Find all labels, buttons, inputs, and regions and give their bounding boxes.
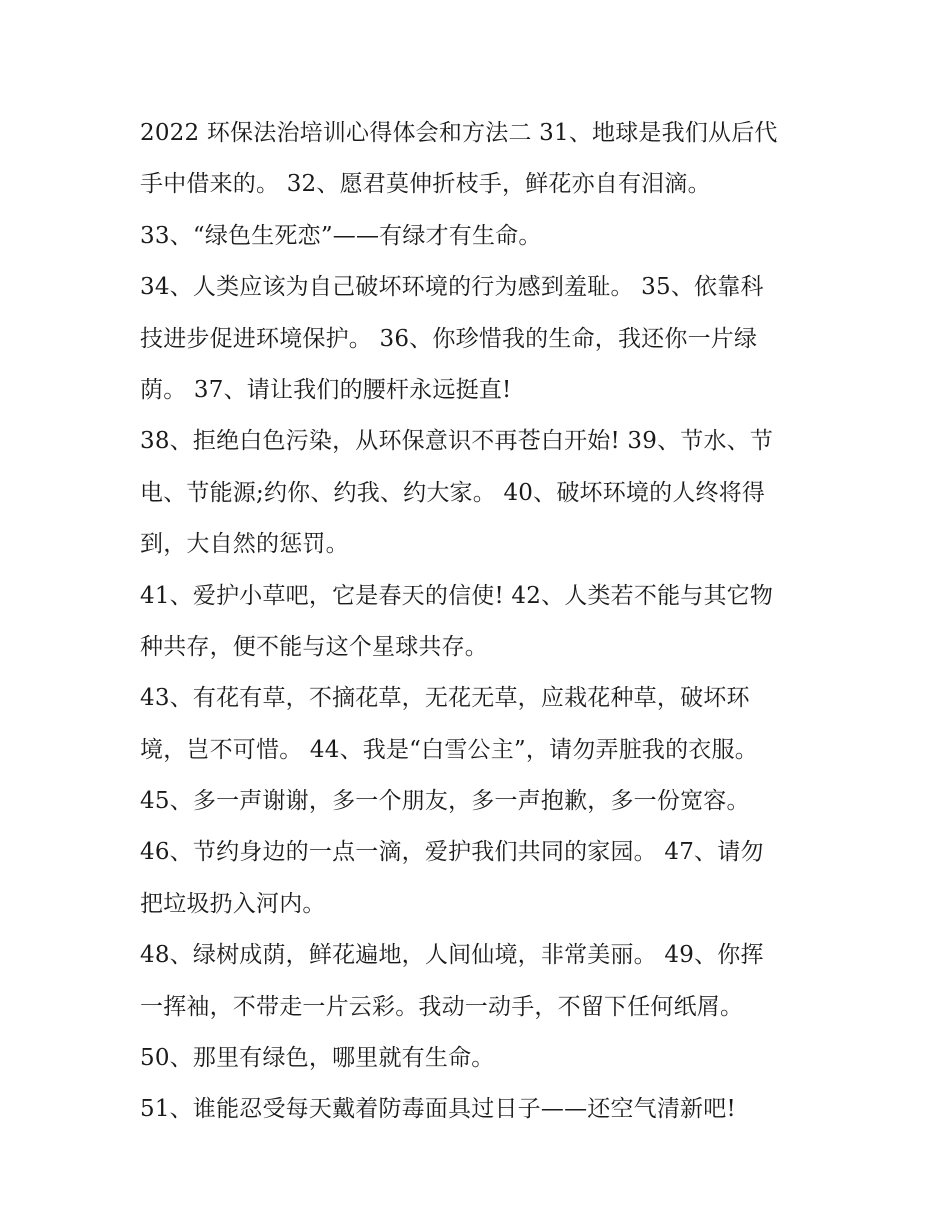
- text-line: 34、人类应该为自己破坏环境的行为感到羞耻。 35、依靠科: [140, 274, 764, 301]
- text-line: 46、节约身边的一点一滴，爱护我们共同的家园。 47、请勿: [140, 839, 764, 866]
- text-line: 41、爱护小草吧，它是春天的信使! 42、人类若不能与其它物: [140, 582, 774, 609]
- text-line: 43、有花有草，不摘花草，无花无草，应栽花种草，破坏环: [140, 685, 750, 712]
- text-line: 电、节能源;约你、约我、约大家。 40、破坏环境的人终将得: [140, 479, 766, 506]
- text-line: 荫。 37、请让我们的腰杆永远挺直!: [140, 376, 512, 403]
- text-line: 手中借来的。 32、愿君莫伸折枝手，鲜花亦自有泪滴。: [140, 171, 711, 198]
- text-line: 到，大自然的惩罚。: [140, 531, 349, 558]
- text-line: 境，岂不可惜。 44、我是“白雪公主”，请勿弄脏我的衣服。: [140, 736, 758, 763]
- text-line: 把垃圾扔入河内。: [140, 890, 326, 917]
- document-body: [140, 108, 810, 1136]
- text-line: 33、“绿色生死恋”——有绿才有生命。: [140, 222, 542, 249]
- text-line: 技进步促进环境保护。 36、你珍惜我的生命，我还你一片绿: [140, 325, 758, 352]
- text-line: 2022 环保法治培训心得体会和方法二 31、地球是我们从后代: [140, 120, 778, 146]
- text-line: 一挥袖，不带走一片云彩。我动一动手，不留下任何纸屑。: [140, 993, 744, 1020]
- text-line: 48、绿树成荫，鲜花遍地，人间仙境，非常美丽。 49、你挥: [140, 942, 764, 969]
- text-line: 51、谁能忍受每天戴着防毒面具过日子——还空气清新吧!: [140, 1096, 736, 1123]
- text-line: 种共存，便不能与这个星球共存。: [140, 633, 488, 660]
- text-line: 50、那里有绿色，哪里就有生命。: [140, 1045, 495, 1072]
- text-line: 38、拒绝白色污染，从环保意识不再苍白开始! 39、节水、节: [140, 428, 774, 455]
- text-line: 45、多一声谢谢，多一个朋友，多一声抱歉，多一份宽容。: [140, 788, 750, 815]
